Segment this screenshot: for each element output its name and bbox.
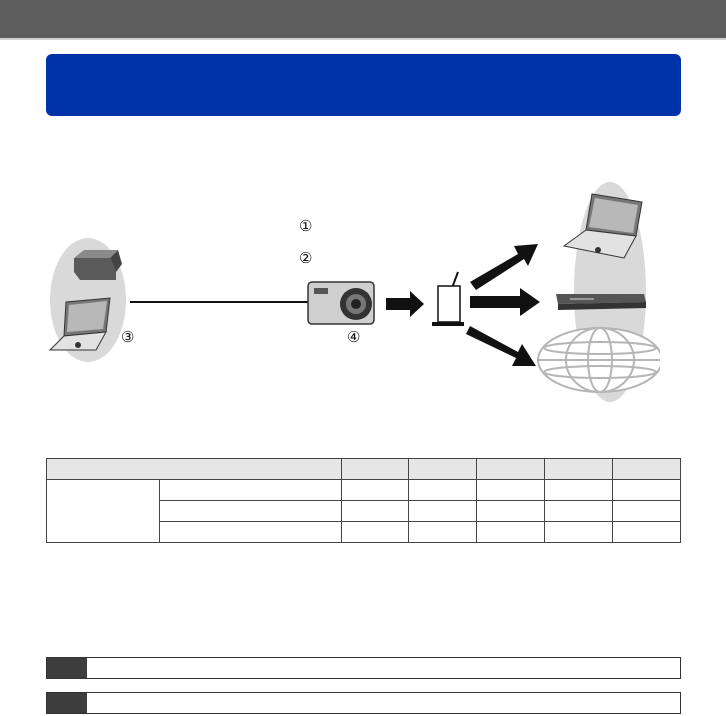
table-cell [545, 501, 613, 522]
section-title-banner [46, 54, 681, 116]
connection-diagram [40, 180, 660, 405]
wireless-charger-icon [74, 250, 122, 280]
table-header-cell [341, 459, 409, 480]
table-cell [409, 522, 477, 543]
table-row [47, 480, 681, 501]
arrow-to-laptop-icon [470, 244, 538, 290]
table-cell [545, 522, 613, 543]
step-label-4: ④ [347, 329, 361, 346]
disc-recorder-icon [556, 294, 646, 310]
internet-globe-icon [538, 328, 660, 392]
table-cell [477, 480, 545, 501]
table-cell [409, 480, 477, 501]
table-row-label [159, 501, 341, 522]
top-bar [0, 0, 726, 40]
note-tab [47, 658, 87, 678]
table-header-cell [613, 459, 681, 480]
table-header-cell [545, 459, 613, 480]
table-group-cell [47, 480, 160, 543]
table-header-cell [47, 459, 342, 480]
table-cell [545, 480, 613, 501]
table-cell [409, 501, 477, 522]
table-cell [341, 522, 409, 543]
table-header-cell [477, 459, 545, 480]
step-label-2: ② [299, 250, 313, 267]
camera-icon [308, 282, 374, 324]
table-cell [613, 522, 681, 543]
arrow-to-access-point-icon [386, 291, 424, 317]
arrow-to-cloud-icon [466, 326, 536, 366]
table-cell [341, 480, 409, 501]
operations-table [46, 458, 681, 543]
arrow-to-recorder-icon [470, 288, 540, 316]
table-cell [613, 501, 681, 522]
table-cell [477, 522, 545, 543]
table-header-row [47, 459, 681, 480]
note-box [46, 657, 681, 679]
step-label-1: ① [299, 218, 313, 235]
step-label-3: ③ [121, 329, 135, 346]
note-box [46, 692, 681, 714]
table-cell [477, 501, 545, 522]
note-tab [47, 693, 87, 713]
table-header-cell [409, 459, 477, 480]
table-cell [341, 501, 409, 522]
wireless-access-point-icon [432, 272, 464, 326]
table-cell [613, 480, 681, 501]
table-row-label [159, 522, 341, 543]
table-row-label [159, 480, 341, 501]
